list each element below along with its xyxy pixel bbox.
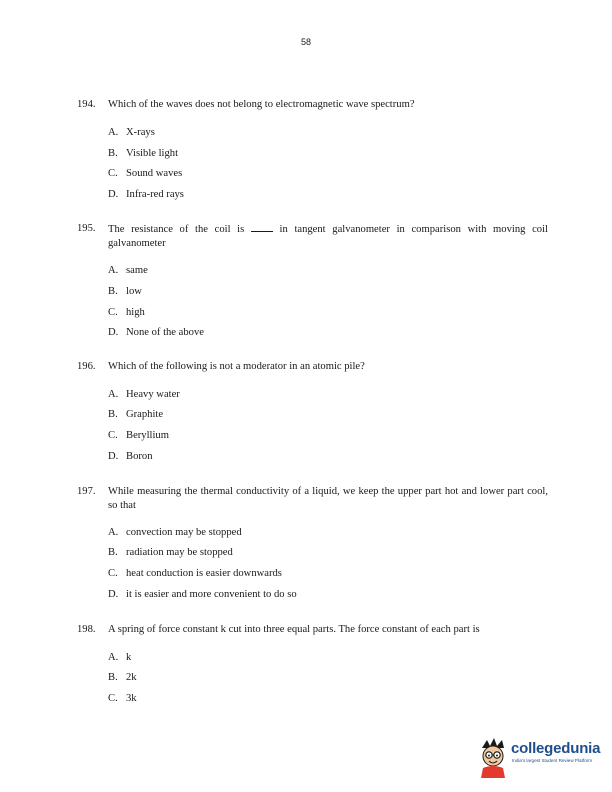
- option: D. None of the above: [108, 327, 204, 338]
- answer-blank: [251, 222, 273, 232]
- option: C. Sound waves: [108, 168, 183, 179]
- question-text: While measuring the thermal conductivity of a liquid, we keep the upper part hot and lower part cool, so that: [108, 486, 548, 511]
- logo-tagline: India's largest Student Review Platform: [512, 758, 593, 763]
- option: C. high: [108, 307, 145, 318]
- logo-wordmark: collegedunia: [511, 740, 601, 757]
- collegedunia-logo: [477, 738, 607, 778]
- option: B. 2k: [108, 672, 137, 683]
- option: B. radiation may be stopped: [108, 547, 233, 558]
- option: C. heat conduction is easier downwards: [108, 568, 282, 579]
- option: B. Visible light: [108, 148, 179, 159]
- option: A. Heavy water: [108, 389, 180, 400]
- question-number: 197.: [77, 486, 96, 497]
- question-text: Which of the following is not a moderator in an atomic pile?: [108, 361, 365, 372]
- option: C. Beryllium: [108, 430, 169, 441]
- option: A. same: [108, 265, 148, 276]
- page-number: 58: [300, 37, 311, 47]
- option: A. convection may be stopped: [108, 527, 242, 538]
- option: D. Infra-red rays: [108, 189, 184, 200]
- question-number: 195.: [77, 223, 96, 234]
- question-number: 198.: [77, 624, 96, 635]
- question-text: A spring of force constant k cut into three equal parts. The force constant of each part is: [108, 624, 480, 635]
- option: D. Boron: [108, 451, 153, 462]
- option: B. low: [108, 286, 142, 297]
- option: A. X-rays: [108, 127, 155, 138]
- option: A. k: [108, 652, 132, 663]
- question-text: The resistance of the coil is in tangent galvanometer in comparison with moving coil galvanometer: [108, 224, 548, 249]
- option: D. it is easier and more convenient to do so: [108, 589, 297, 600]
- question-number: 196.: [77, 361, 96, 372]
- mascot-icon: [477, 738, 511, 778]
- option: C. 3k: [108, 693, 137, 704]
- question-number: 194.: [77, 99, 96, 110]
- question-text: Which of the waves does not belong to electromagnetic wave spectrum?: [108, 99, 415, 110]
- option: B. Graphite: [108, 409, 164, 420]
